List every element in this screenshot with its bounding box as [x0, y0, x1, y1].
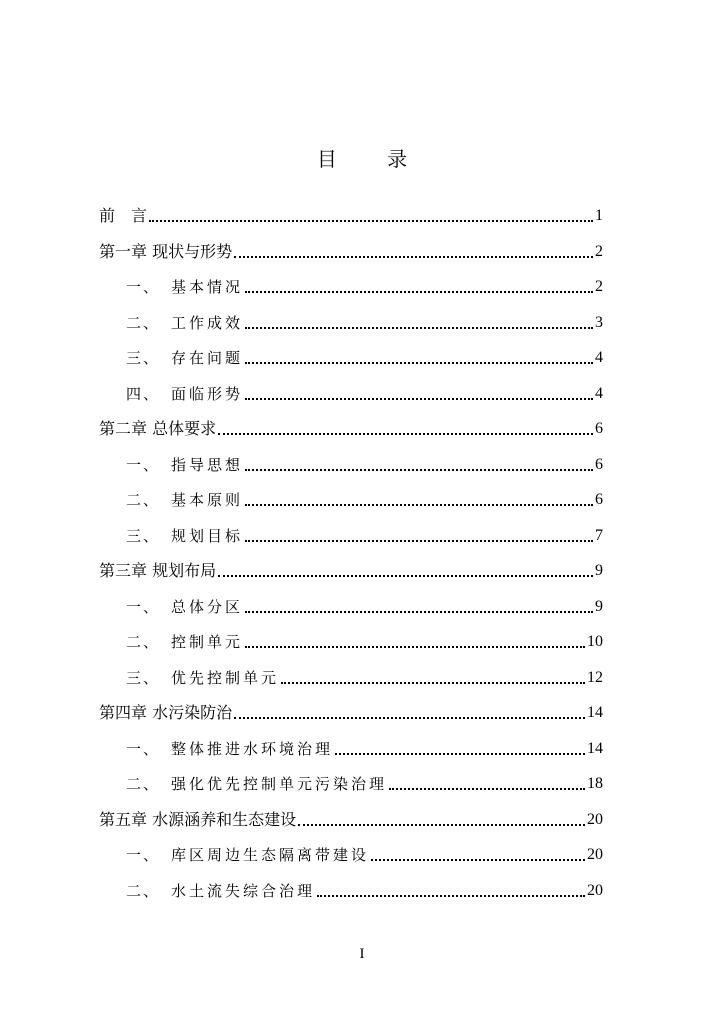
toc-entry-title: [99, 597, 243, 617]
toc-entry-title: [99, 206, 147, 226]
page-title: 目 录: [316, 147, 430, 171]
toc-entry-label: 第三章 规划布局: [99, 561, 217, 580]
toc-entry-label: 优先控制单元: [171, 668, 280, 687]
toc-dot-leader: [335, 743, 585, 755]
toc-section-number: 一、: [126, 739, 161, 758]
toc-dot-leader: [149, 210, 593, 222]
toc-entry-title: [99, 561, 216, 581]
toc-section-entry[interactable]: [99, 378, 603, 404]
toc-entry-title: [99, 668, 279, 688]
toc-dot-leader: [218, 565, 593, 577]
toc-entry-title: [99, 419, 216, 439]
toc-entry-title: [99, 384, 243, 404]
toc-section-entry[interactable]: [99, 271, 603, 297]
toc-entry-title: [99, 455, 243, 475]
toc-chapter-entry[interactable]: [99, 200, 603, 226]
toc-section-number: 一、: [126, 278, 161, 296]
toc-entry-label: 第五章 水源涵养和生态建设: [99, 809, 297, 829]
toc-entry-title: [99, 313, 243, 333]
toc-page-number: 6: [595, 491, 603, 508]
toc-chapter-entry[interactable]: [99, 555, 603, 581]
toc-page-number: 18: [587, 775, 603, 792]
toc-page-number: 2: [595, 242, 603, 260]
toc-chapter-entry[interactable]: [99, 413, 603, 439]
toc-entry-label: 总体分区: [171, 597, 244, 616]
toc-page-number: 6: [595, 455, 603, 473]
toc-section-entry[interactable]: [99, 342, 603, 368]
toc-entry-title: [99, 739, 333, 759]
toc-page-number: 9: [595, 597, 603, 615]
toc-chapter-entry[interactable]: [99, 697, 603, 723]
toc-section-number: 二、: [126, 881, 161, 900]
toc-page-number: 9: [595, 562, 603, 579]
page-number-footer: I: [359, 946, 365, 962]
toc-section-entry[interactable]: [99, 768, 603, 794]
toc-entry-title: [99, 242, 232, 262]
toc-section-entry[interactable]: [99, 449, 603, 475]
toc-section-entry[interactable]: [99, 591, 603, 617]
toc-section-number: 二、: [126, 775, 161, 793]
toc-entry-title: [99, 632, 243, 652]
toc-dot-leader: [234, 246, 593, 258]
toc-dot-leader: [245, 530, 593, 542]
toc-entry-title: [99, 348, 243, 368]
toc-dot-leader: [298, 814, 585, 826]
toc-entry-label: 水土流失综合治理: [171, 881, 316, 900]
toc-section-number: 三、: [126, 526, 161, 545]
toc-section-number: 二、: [126, 313, 161, 332]
toc-page-number: 20: [587, 810, 603, 828]
toc-dot-leader: [245, 494, 593, 506]
toc-page-number: 7: [595, 526, 603, 544]
toc-section-number: 四、: [126, 384, 161, 403]
toc-dot-leader: [218, 423, 593, 435]
toc-dot-leader: [245, 459, 593, 471]
toc-entry-label: 整体推进水环境治理: [171, 739, 334, 758]
toc-entry-title: [99, 881, 315, 901]
toc-entry-title: [99, 810, 296, 830]
toc-section-entry[interactable]: [99, 307, 603, 333]
toc-section-entry[interactable]: [99, 733, 603, 759]
toc-section-number: 三、: [126, 668, 161, 687]
toc-entry-title: [99, 490, 243, 510]
toc-entry-label: 第四章 水污染防治: [99, 703, 233, 722]
toc-page-number: 14: [587, 739, 603, 757]
toc-entry-label: 前 言: [99, 206, 148, 225]
toc-entry-label: 存在问题: [171, 349, 244, 367]
toc-entry-label: 基本原则: [171, 491, 244, 509]
toc-dot-leader: [245, 281, 593, 293]
toc-section-entry[interactable]: [99, 839, 603, 865]
toc-entry-title: [99, 526, 243, 546]
toc-dot-leader: [245, 317, 593, 329]
toc-dot-leader: [389, 778, 585, 790]
toc-entry-label: 面临形势: [171, 384, 244, 403]
toc-dot-leader: [281, 672, 585, 684]
toc-entry-label: 强化优先控制单元污染治理: [171, 775, 388, 793]
toc-section-number: 一、: [126, 455, 161, 474]
toc-page-number: 20: [587, 881, 603, 899]
toc-section-entry[interactable]: [99, 484, 603, 510]
toc-page-number: 6: [595, 420, 603, 437]
toc-page-number: 12: [587, 668, 603, 686]
toc-section-entry[interactable]: [99, 626, 603, 652]
toc-dot-leader: [317, 885, 585, 897]
toc-entry-label: 控制单元: [171, 633, 244, 651]
toc-entry-label: 指导思想: [171, 455, 244, 474]
toc-section-number: 二、: [126, 633, 161, 651]
toc-page-number: 20: [587, 846, 603, 863]
toc-dot-leader: [234, 707, 585, 719]
toc-page-number: 10: [587, 633, 603, 650]
toc-section-entry[interactable]: [99, 520, 603, 546]
toc-entry-title: [99, 277, 243, 297]
toc-entry-title: [99, 845, 369, 865]
toc-page-number: 14: [587, 704, 603, 721]
toc-page-number: 4: [595, 349, 603, 366]
toc-entry-title: [99, 703, 232, 723]
toc-page-number: 2: [595, 278, 603, 295]
toc-dot-leader: [245, 352, 593, 364]
toc-chapter-entry[interactable]: [99, 236, 603, 262]
toc-entry-label: 基本情况: [171, 278, 244, 296]
toc-section-entry[interactable]: [99, 875, 603, 901]
toc-page-number: 3: [595, 313, 603, 331]
toc-entry-label: 第一章 现状与形势: [99, 241, 233, 261]
toc-entry-label: 第二章 总体要求: [99, 419, 217, 438]
toc-page-number: 4: [595, 384, 603, 402]
toc-page-number: 1: [595, 207, 603, 224]
toc-chapter-entry[interactable]: [99, 804, 603, 830]
toc-section-number: 三、: [126, 349, 161, 367]
toc-entry-label: 工作成效: [171, 313, 244, 332]
toc-section-number: 一、: [126, 846, 161, 864]
toc-entry-title: [99, 774, 387, 794]
toc-entry-label: 库区周边生态隔离带建设: [171, 846, 370, 864]
toc-entry-label: 规划目标: [171, 526, 244, 545]
toc-dot-leader: [245, 601, 593, 613]
toc-section-number: 二、: [126, 491, 161, 509]
toc-section-number: 一、: [126, 597, 161, 616]
toc-dot-leader: [245, 388, 593, 400]
toc-dot-leader: [245, 636, 585, 648]
toc-section-entry[interactable]: [99, 662, 603, 688]
toc-dot-leader: [371, 849, 585, 861]
